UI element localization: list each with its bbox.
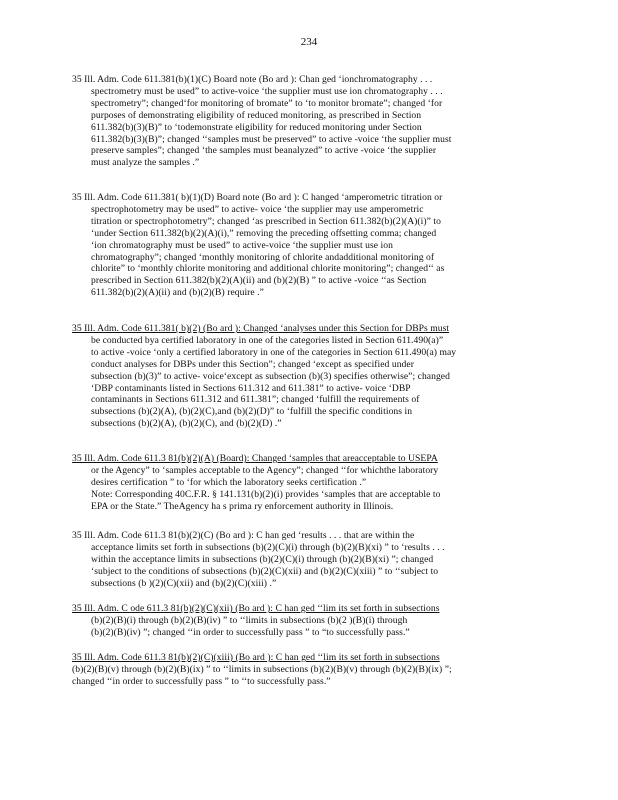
entry-text-line: desires certification ” to ‘for which the laboratory seeks certification .”: [91, 476, 367, 488]
amendment-note-entry: [72, 453, 440, 513]
amendment-note-entry: [72, 530, 445, 590]
entry-citation-line: 35 Ill. Adm. Code 611.3 81(b)(2)(C) (Bo ard ): C han ged ‘results . . . that are within the: [72, 530, 415, 541]
entry-text-line: (b)(2)(B)(i) through (b)(2)(B)(iv) ” to ‘‘limits in subsections (b)(2 )(B)(i) through: [91, 614, 408, 626]
entry-text-line: spectrometry must be used” to active-voice ‘the supplier must use ion chromatography . . .: [91, 85, 443, 97]
entry-text-line: within the acceptance limits in subsections (b)(2)(C)(i) through (b)(2)(B)(xi) ”; changed: [91, 553, 434, 565]
entry-text-line: subsection (b)(3)” to active- voice‘except as subsection (b)(3) specifies otherwise”; changed: [91, 370, 450, 382]
entry-text-line: ‘under Section 611.382(b)(2)(A)(i),” removing the preceding offsetting comma; changed: [91, 227, 437, 239]
entry-citation-line: 35 Ill. Adm. Code 611.381(b)(1)(C) Board note (Bo ard ): Chan ged ‘ionchromatography . . .: [72, 74, 433, 85]
entry-text-line: EPA or the State.” TheAgency ha s prima ry enforcement authority in Illinois.: [91, 500, 394, 512]
entry-text-line: or the Agency” to ‘samples acceptable to the Agency”; changed ‘‘for whichthe laboratory: [91, 464, 439, 476]
entry-text-line: contaminants in Sections 611.312 and 611.381”; changed ‘fulfill the requirements of: [91, 394, 420, 406]
entry-text-line: subsections (b)(2)(A), (b)(2)(C),and (b)(2)(D)” to ‘fulfill the specific conditions in: [91, 406, 413, 418]
entry-citation-line: 35 Ill. Adm. Code 611.381( b)(1)(D) Board note (Bo ard ): C hanged ‘amperometric titration or: [72, 192, 443, 203]
entry-citation-line: 35 Ill. Adm. Code 611.3 81(b)(2)(C)(xiii) (Bo ard ): C han ged ‘‘lim its set forth in subsections: [72, 652, 440, 663]
entry-text-line: chlorite” to ‘monthly chlorite monitoring and additional chlorite monitoring”; changed‘‘ as: [91, 263, 445, 275]
amendment-note-entry: [72, 603, 440, 639]
entry-text-line: chromatography”; changed ‘monthly monitoring of chlorite andadditional monitoring of: [91, 251, 435, 263]
amendment-note-entry: [72, 74, 451, 169]
entry-text-line: to active -voice ‘only a certified laboratory in one of the categories in Section 611.490(a) may: [91, 346, 457, 358]
entry-text-line: subsections (b)(2)(A), (b)(2)(C), and (b)(2)(D) .”: [91, 418, 282, 430]
entry-text-line: changed ‘‘in order to successfully pass ” to ‘‘to successfully pass.”: [72, 675, 331, 687]
entry-text-line: must analyze the samples .”: [91, 157, 200, 169]
entry-text-line: (b)(2)(B)(iv) ”; changed ‘‘in order to successfully pass ” to “to successfully pass.”: [91, 626, 410, 638]
entry-text-line: 611.382(b)(3)(B)”; changed ‘‘samples must be preserved” to active -voice ‘the supplier must: [91, 133, 452, 145]
entry-text-line: subsections (b )(2)(C)(xii) and (b)(2)(C)(xiii) .”: [91, 577, 277, 589]
amendment-note-entry: [72, 652, 452, 688]
entry-citation-line: 35 Ill. Adm. Code 611.3 81(b)(2)(A) (Board): Changed ‘samples that areacceptable to USEPA: [72, 453, 438, 464]
entry-text-line: (b)(2)(B)(v) through (b)(2)(B)(ix) ” to ‘‘limits in subsections (b)(2)(B)(v) through (b)(2)(B)(ix) ”;: [72, 663, 452, 675]
entry-text-line: titration or spectrophotometry”; changed ‘as prescribed in Section 611.382(b)(2)(A)(i)” to: [91, 215, 441, 227]
entry-citation-line: 35 Ill. Adm. Code 611.381( b)(2) (Bo ard ): Changed ‘analyses under this Section for DBPs must: [72, 323, 450, 334]
entry-text-line: 611.382(b)(2)(A)(ii) and (b)(2)(B) require .”: [91, 287, 264, 299]
entry-text-line: purposes of demonstrating eligibility of reduced monitoring, as prescribed in Section: [91, 109, 422, 121]
page-number: 234: [300, 36, 318, 48]
amendment-note-entry: [72, 192, 444, 299]
entry-citation-line: 35 Ill. Adm. C ode 611.3 81(b)(2)(C)(xii) (Bo ard ): C han ged ‘‘lim its set forth in subsections: [72, 603, 440, 614]
entry-text-line: preserve samples”; changed ‘the samples must beanalyzed” to active -voice ‘the supplier: [91, 145, 437, 157]
entry-text-line: conduct analyses for DBPs under this Section”; changed ‘except as specified under: [91, 358, 414, 370]
entry-text-line: spectrophotometry may be used” to active- voice ‘the supplier may use amperometric: [91, 203, 424, 215]
entry-text-line: 611.382(b)(3)(B)” to ‘todemonstrate eligibility for reduced monitoring under Section: [91, 121, 422, 133]
entry-text-line: acceptance limits set forth in subsections (b)(2)(C)(i) through (b)(2)(B)(xi) ” to ‘results . . .: [91, 541, 445, 553]
entry-text-line: ‘subject to the conditions of subsections (b)(2)(C)(xii) and (b)(2)(C)(xiii) ” to ‘‘subject to: [91, 565, 439, 577]
entry-text-line: ‘ion chromatography must be used” to active-voice ‘the supplier must use ion: [91, 239, 393, 251]
entry-text-line: Note: Corresponding 40C.F.R. § 141.131(b)(2)(i) provides ‘samples that are acceptable to: [91, 488, 441, 500]
entry-text-line: ‘DBP contaminants listed in Sections 611.312 and 611.381” to active- voice ‘DBP: [91, 382, 411, 394]
entry-text-line: spectrometry”; changed‘for monitoring of bromate” to ‘to monitor bromate”; changed ‘for: [91, 97, 443, 109]
entry-text-line: be conducted bya certified laboratory in one of the categories listed in Section 611.490(a)”: [91, 334, 444, 346]
entry-text-line: prescribed in Section 611.382(b)(2)(A)(ii) and (b)(2)(B) ” to active -voice ‘‘as Section: [91, 275, 427, 287]
amendment-note-entry: [72, 323, 456, 430]
